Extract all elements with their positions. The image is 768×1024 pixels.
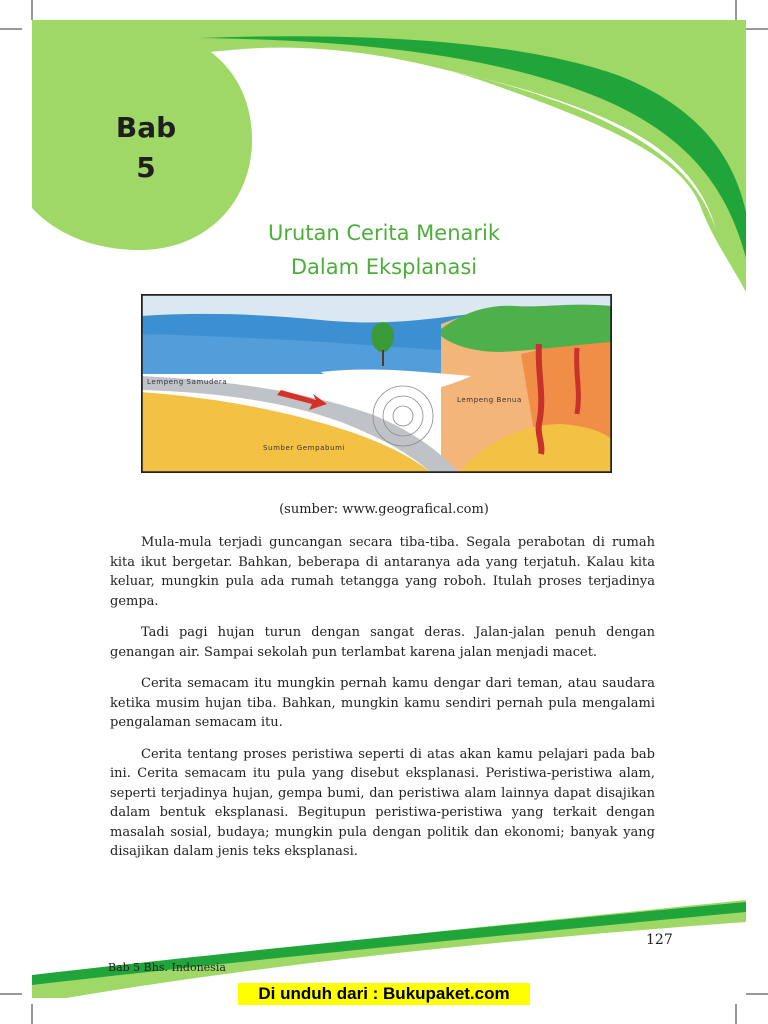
chapter-label [76, 108, 216, 188]
page-title-line2: Dalam Eksplanasi [290, 255, 478, 279]
label-oceanic-plate: Lempeng Samudera [147, 378, 228, 386]
download-banner: Di unduh dari : Bukupaket.com [238, 983, 530, 1005]
label-continental-plate: Lempeng Benua [457, 396, 522, 404]
earthquake-illustration [141, 294, 612, 473]
figure-caption: (sumber: www.geografical.com) [279, 502, 489, 517]
page-number: 127 [646, 932, 673, 948]
paragraph-3: Cerita semacam itu mungkin pernah kamu dengar dari teman, atau saudara ketika musim hujan tiba. Bahkan, mungkin kamu sendiri pernah pula mengalami pengalaman semacam itu. [110, 676, 655, 730]
chapter-number: 5 [136, 151, 156, 184]
paragraph-2: Tadi pagi hujan turun dengan sangat deras. Jalan-jalan penuh dengan genangan air. Sampai sekolah pun terlambat karena jalan menjadi macet. [110, 625, 655, 660]
footer-chapter-label: Bab 5 Bhs. Indonesia [108, 961, 226, 974]
paragraph-1: Mula-mula terjadi guncangan secara tiba-tiba. Segala perabotan di rumah kita ikut bergetar. Bahkan, beberapa di antaranya ada yang terjatuh. Kalau kita keluar, mungkin pula ada rumah tetangga yang roboh. Itulah proses terjadinya gempa. [110, 535, 655, 609]
chapter-word: Bab [115, 111, 177, 144]
paragraph-4: Cerita tentang proses peristiwa seperti di atas akan kamu pelajari pada bab ini. Cerita semacam itu pula yang disebut eksplanasi. Peristiwa-peristiwa alam, seperti terjadinya hujan, gempa bumi, dan peristiwa alam lainnya dapat disajikan dalam bentuk eksplanasi. Begitupun peristiwa-peristiwa yang terkait dengan masalah sosial, budaya; mungkin pula dengan politik dan ekonomi; banyak yang disajikan dalam jenis teks eksplanasi. [110, 746, 655, 859]
label-epicenter: Sumber Gempabumi [263, 444, 346, 452]
body-text [110, 533, 655, 874]
page-title-line1: Urutan Cerita Menarik [267, 221, 501, 245]
